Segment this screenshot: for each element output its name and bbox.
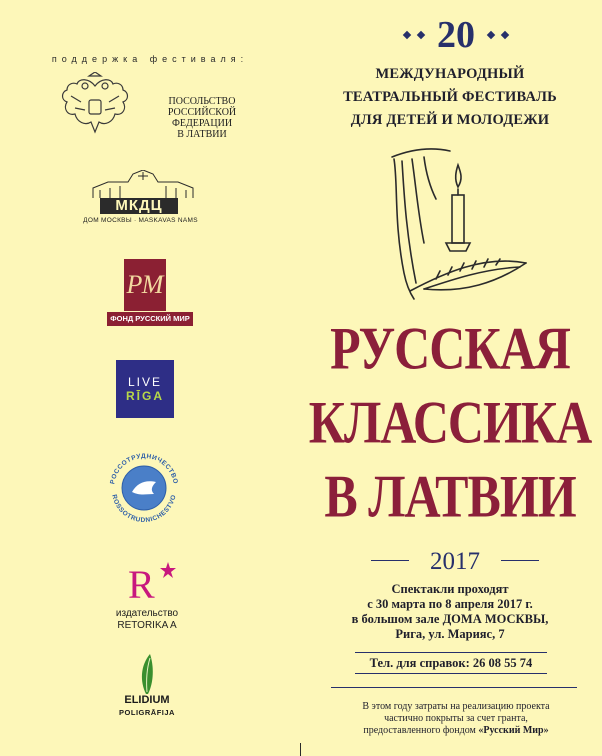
- festival-year: 2017: [430, 548, 480, 575]
- grant-line-1: В этом году затраты на реализацию проекта: [362, 701, 550, 712]
- embassy-text: ПОСОЛЬСТВО РОССИЙСКОЙ ФЕДЕРАЦИИ В ЛАТВИИ: [167, 96, 237, 140]
- title-line-3: В ЛАТВИИ: [324, 462, 576, 530]
- candle-quill-curtain-icon: [384, 143, 530, 303]
- rossotrudnichestvo-logo: [102, 446, 186, 530]
- schedule-line-4: Рига, ул. Марияс, 7: [395, 627, 505, 641]
- schedule-line-1: Спектакли проходят: [391, 582, 509, 596]
- title-line-1: РУССКАЯ: [330, 314, 570, 382]
- star-icon: [160, 562, 176, 578]
- schedule-line-3: в большом зале ДОМА МОСКВЫ,: [351, 612, 549, 626]
- retorika-mark: [102, 558, 192, 608]
- festival-line-3: ДЛЯ ДЕТЕЙ И МОЛОДЕЖИ: [350, 112, 550, 128]
- festival-line-2: ТЕАТРАЛЬНЫЙ ФЕСТИВАЛЬ: [343, 89, 557, 105]
- leaf-icon: [106, 652, 188, 696]
- mkdc-caption: ДОМ МОСКВЫ · MASKAVAS NAMS: [83, 217, 198, 224]
- elidium-logo: [106, 652, 188, 718]
- russkiy-mir-monogram: РМ: [124, 259, 166, 311]
- schedule-line-2: с 30 марта по 8 апреля 2017 г.: [367, 597, 533, 611]
- rosso-ring-bottom: ROSSOTRUDNICHESTVO: [110, 493, 178, 525]
- retorika-caption: [102, 608, 192, 632]
- elidium-name: ELIDIUM: [124, 694, 170, 706]
- grant-line-3: [318, 725, 594, 737]
- mkdc-logo: [78, 170, 228, 230]
- retorika-line1: издательство: [115, 608, 179, 619]
- title-line-2: КЛАССИКА: [308, 388, 592, 456]
- mkdc-logo-text: МКДЦ: [100, 198, 178, 214]
- grant-line-2: частично покрыты за счет гранта,: [384, 713, 528, 724]
- live-riga-line1: LIVE: [127, 375, 162, 389]
- live-riga-line2: RĪGA: [126, 389, 164, 403]
- rosso-ring-top: РОССОТРУДНИЧЕСТВО: [109, 452, 179, 485]
- russkiy-mir-label: ФОНД РУССКИЙ МИР: [107, 312, 193, 326]
- rossotrudnichestvo-emblem: [102, 446, 186, 530]
- elidium-sub: POLIGRĀFIJA: [119, 708, 175, 717]
- grant-divider: [331, 687, 577, 688]
- schedule-block: [300, 582, 600, 642]
- double-headed-eagle-icon: [55, 72, 135, 138]
- retorika-line2: RETORIKA A: [117, 620, 177, 631]
- retorika-logo: [102, 558, 192, 630]
- moscow-house-building-icon: [88, 170, 198, 200]
- festival-line-1: МЕЖДУНАРОДНЫЙ: [375, 66, 525, 82]
- russkiy-mir-logo: [107, 259, 193, 329]
- grant-note: [318, 701, 594, 737]
- festival-number: 20: [437, 14, 475, 56]
- retorika-letter: R: [128, 562, 155, 607]
- fold-mark: [300, 743, 301, 756]
- live-riga-logo: [116, 360, 174, 418]
- embassy-logo: [55, 72, 255, 138]
- grant-line-3-prefix: предоставленного фондом: [363, 725, 479, 736]
- contact-phone: Тел. для справок: 26 08 55 74: [355, 652, 547, 674]
- festival-number-row: [396, 14, 516, 56]
- grant-fund-name: «Русский Мир»: [478, 725, 549, 736]
- year-rule-left: [371, 560, 409, 561]
- year-rule-right: [501, 560, 539, 561]
- support-label: поддержка фестиваля:: [51, 54, 249, 64]
